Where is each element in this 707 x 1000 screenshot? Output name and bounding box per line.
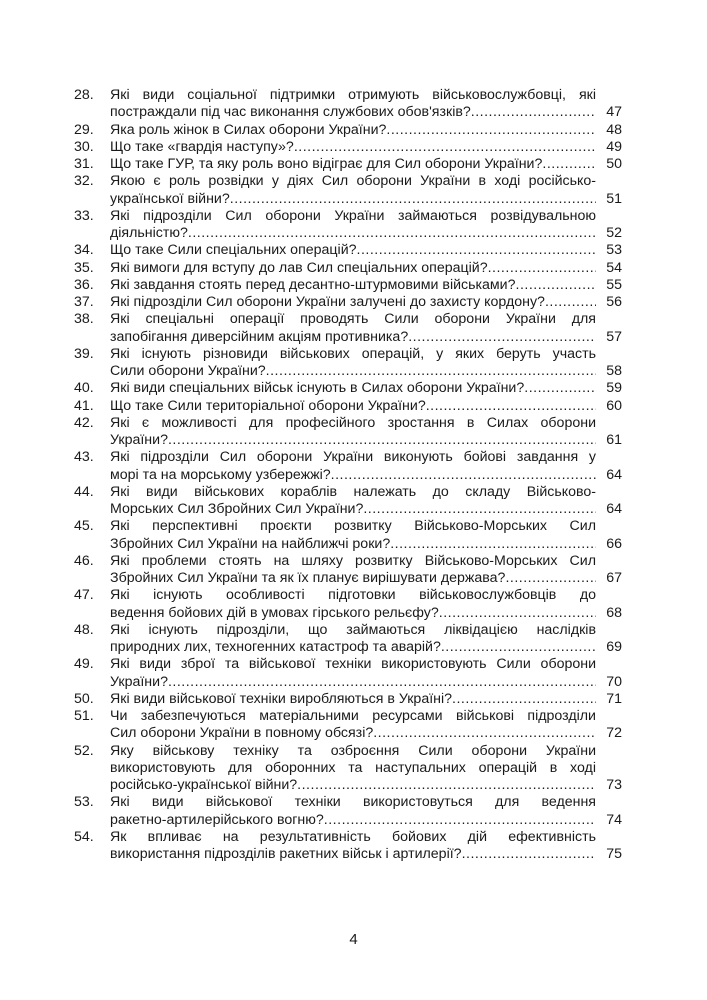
toc-entry-title bbox=[110, 260, 596, 277]
dot-leader bbox=[441, 639, 596, 656]
toc-entry[interactable] bbox=[74, 277, 624, 294]
toc-entry-page: 64 bbox=[606, 501, 622, 517]
toc-entry[interactable] bbox=[74, 139, 624, 156]
toc-entry-title bbox=[110, 277, 596, 294]
dot-leader bbox=[188, 225, 596, 242]
toc-entry-page: 47 bbox=[606, 104, 622, 121]
toc-entry-line bbox=[110, 536, 596, 553]
toc-entry-number: 43. bbox=[74, 449, 94, 466]
toc-entry-page: 71 bbox=[606, 690, 622, 707]
toc-entry-title bbox=[110, 708, 596, 743]
toc-entry-line-text: Збройних Сил України на найближчі роки? bbox=[110, 535, 391, 552]
toc-entry-line-text: морі та на морському узбережжі? bbox=[110, 466, 331, 483]
toc-entry-line bbox=[110, 432, 596, 449]
dot-leader bbox=[524, 380, 596, 397]
dot-leader bbox=[426, 398, 596, 415]
dot-leader bbox=[516, 277, 597, 294]
toc-entry-line-text: української війни? bbox=[110, 190, 230, 207]
table-of-contents bbox=[74, 87, 624, 863]
toc-entry-number: 37. bbox=[74, 294, 94, 310]
toc-entry-number: 54. bbox=[74, 828, 94, 845]
toc-entry-page: 53 bbox=[606, 242, 622, 259]
toc-entry-title bbox=[110, 139, 596, 156]
dot-leader bbox=[488, 260, 596, 277]
dot-leader bbox=[452, 691, 596, 708]
toc-entry-line bbox=[110, 277, 596, 294]
toc-entry-title bbox=[110, 156, 596, 173]
toc-entry-title bbox=[110, 622, 596, 657]
toc-entry-line: Які існують особливості підготовки військовослужбовців до bbox=[110, 587, 596, 604]
toc-entry[interactable] bbox=[74, 587, 624, 622]
toc-entry-line bbox=[110, 605, 596, 622]
toc-entry-line-text: Які вимоги для вступу до лав Сил спеціальних операцій? bbox=[110, 259, 488, 276]
toc-entry-line: Які види військової техніки використовуться для ведення bbox=[110, 794, 596, 811]
toc-entry-line-text: Яка роль жінок в Силах оборони України? bbox=[110, 121, 387, 138]
toc-entry-page: 54 bbox=[606, 259, 622, 276]
dot-leader bbox=[462, 846, 596, 863]
toc-entry-title bbox=[110, 484, 596, 519]
toc-entry-line bbox=[110, 225, 596, 242]
toc-entry-line bbox=[110, 363, 596, 380]
toc-entry-line bbox=[110, 674, 596, 691]
toc-entry-title bbox=[110, 691, 596, 708]
toc-entry-line-text: Що таке ГУР, та яку роль воно відіграє для Сил оборони України? bbox=[110, 156, 543, 172]
toc-entry-title bbox=[110, 398, 596, 415]
toc-entry-title bbox=[110, 122, 596, 139]
toc-entry[interactable] bbox=[74, 122, 624, 139]
toc-entry-line-text: Морських Сил Збройних Сил України? bbox=[110, 501, 364, 517]
toc-entry-page: 64 bbox=[606, 466, 622, 483]
toc-entry-page: 66 bbox=[606, 535, 622, 552]
toc-entry-page: 75 bbox=[606, 846, 622, 862]
toc-entry[interactable] bbox=[74, 794, 624, 829]
toc-entry-page: 68 bbox=[606, 604, 622, 621]
toc-entry-number: 29. bbox=[74, 121, 94, 138]
dot-leader bbox=[363, 501, 596, 518]
toc-entry-title bbox=[110, 173, 596, 208]
toc-entry-line bbox=[110, 812, 596, 829]
dot-leader bbox=[545, 294, 596, 311]
toc-entry-line-text: України? bbox=[110, 432, 168, 448]
dot-leader bbox=[439, 605, 596, 622]
toc-entry-number: 42. bbox=[74, 414, 94, 431]
toc-entry-page: 57 bbox=[606, 328, 622, 345]
toc-entry-page: 59 bbox=[606, 380, 622, 397]
dot-leader bbox=[168, 674, 596, 691]
dot-leader bbox=[331, 467, 596, 484]
dot-leader bbox=[297, 777, 596, 794]
toc-entry-title bbox=[110, 587, 596, 622]
toc-entry-number: 36. bbox=[74, 276, 94, 293]
toc-entry-page: 72 bbox=[606, 725, 622, 742]
toc-entry-page: 58 bbox=[606, 363, 622, 379]
toc-entry-number: 35. bbox=[74, 259, 94, 276]
dot-leader bbox=[168, 432, 596, 449]
toc-entry-line-text: постраждали під час виконання службових обов'язків? bbox=[110, 104, 471, 121]
toc-entry-title bbox=[110, 87, 596, 122]
toc-entry-line-text: діяльністю? bbox=[110, 225, 188, 241]
toc-entry-page: 73 bbox=[606, 777, 622, 793]
toc-entry-page: 70 bbox=[606, 673, 622, 690]
toc-entry-line bbox=[110, 104, 596, 121]
toc-entry[interactable] bbox=[74, 346, 624, 381]
toc-entry-line bbox=[110, 139, 596, 156]
toc-entry-number: 28. bbox=[74, 87, 94, 103]
toc-entry-number: 33. bbox=[74, 207, 94, 224]
toc-entry-number: 50. bbox=[74, 690, 94, 707]
toc-entry-line-text: України? bbox=[110, 673, 168, 690]
toc-entry-number: 41. bbox=[74, 397, 94, 414]
toc-entry-line bbox=[110, 329, 596, 346]
toc-entry[interactable] bbox=[74, 829, 624, 864]
toc-entry-number: 40. bbox=[74, 380, 94, 397]
toc-entry-title bbox=[110, 294, 596, 311]
toc-entry-number: 47. bbox=[74, 587, 94, 604]
toc-entry-line bbox=[110, 846, 596, 863]
dot-leader bbox=[471, 104, 596, 121]
dot-leader bbox=[294, 139, 596, 156]
dot-leader bbox=[266, 363, 596, 380]
toc-entry-line: Які проблеми стоять на шляху розвитку Військово-Морських Сил bbox=[110, 552, 596, 569]
toc-entry-title bbox=[110, 829, 596, 864]
toc-entry-title bbox=[110, 415, 596, 450]
toc-entry-line-text: ракетно-артилерійського вогню? bbox=[110, 811, 324, 828]
toc-entry-number: 53. bbox=[74, 794, 94, 811]
toc-entry[interactable] bbox=[74, 156, 624, 173]
toc-entry-line-text: Сили оборони України? bbox=[110, 363, 266, 379]
toc-entry-title bbox=[110, 242, 596, 259]
toc-entry-page: 69 bbox=[606, 639, 622, 655]
toc-entry[interactable] bbox=[74, 311, 624, 346]
toc-entry-line bbox=[110, 691, 596, 708]
toc-entry-line bbox=[110, 501, 596, 518]
toc-entry-number: 52. bbox=[74, 742, 94, 759]
toc-entry-number: 30. bbox=[74, 138, 94, 155]
toc-entry-page: 55 bbox=[606, 276, 622, 293]
toc-entry-page: 60 bbox=[606, 397, 622, 414]
toc-entry[interactable] bbox=[74, 260, 624, 277]
toc-entry[interactable] bbox=[74, 398, 624, 415]
toc-entry-line-text: Що таке Сили спеціальних операцій? bbox=[110, 242, 357, 259]
toc-entry-number: 46. bbox=[74, 552, 94, 569]
toc-entry-line: використовують для оборонних та наступальних операцій в ході bbox=[110, 759, 596, 776]
toc-entry-line bbox=[110, 398, 596, 415]
toc-entry-number: 32. bbox=[74, 173, 94, 190]
toc-entry-line bbox=[110, 260, 596, 277]
toc-entry-page: 61 bbox=[606, 432, 622, 448]
toc-entry-page: 48 bbox=[606, 121, 622, 138]
dot-leader bbox=[357, 242, 596, 259]
toc-entry-line: Які перспективні проєкти розвитку Військово-Морських Сил bbox=[110, 518, 596, 535]
toc-entry-number: 39. bbox=[74, 345, 94, 362]
toc-entry[interactable] bbox=[74, 208, 624, 243]
toc-entry-line-text: Які підрозділи Сил оборони України залучені до захисту кордону? bbox=[110, 294, 545, 310]
toc-entry-number: 31. bbox=[74, 156, 94, 172]
toc-entry-line-text: Які види спеціальних військ існують в Силах оборони України? bbox=[110, 380, 525, 397]
toc-entry-line bbox=[110, 467, 596, 484]
dot-leader bbox=[386, 122, 596, 139]
toc-entry[interactable] bbox=[74, 484, 624, 519]
toc-entry[interactable] bbox=[74, 708, 624, 743]
toc-entry-line bbox=[110, 570, 596, 587]
toc-entry-page: 49 bbox=[606, 138, 622, 155]
toc-entry-line-text: ведення бойових дій в умовах гірського рельєфу? bbox=[110, 604, 439, 621]
toc-entry-line: Чи забезпечуються матеріальними ресурсами військові підрозділи bbox=[110, 708, 596, 724]
toc-entry-line: Які існують підрозділи, що займаються ліквідацією наслідків bbox=[110, 621, 596, 638]
toc-entry-number: 45. bbox=[74, 518, 94, 535]
toc-entry-number: 48. bbox=[74, 621, 94, 638]
dot-leader bbox=[390, 536, 596, 553]
toc-entry-line: Які підрозділи Сил оборони України виконують бойові завдання у bbox=[110, 449, 596, 466]
toc-entry[interactable] bbox=[74, 743, 624, 795]
toc-entry[interactable] bbox=[74, 518, 624, 553]
toc-entry-line bbox=[110, 777, 596, 794]
dot-leader bbox=[373, 725, 596, 742]
dot-leader bbox=[230, 191, 596, 208]
toc-entry-line: Які є можливості для професійного зростання в Силах оборони bbox=[110, 414, 596, 431]
toc-entry-line: Які спеціальні операції проводять Сили оборони України для bbox=[110, 311, 596, 328]
toc-entry-title bbox=[110, 208, 596, 243]
toc-entry-line-text: російсько-української війни? bbox=[110, 777, 298, 793]
toc-entry-line-text: Що таке «гвардія наступу»? bbox=[110, 138, 294, 155]
toc-entry-number: 51. bbox=[74, 708, 94, 724]
toc-entry[interactable] bbox=[74, 691, 624, 708]
toc-entry-line bbox=[110, 725, 596, 742]
toc-entry-number: 38. bbox=[74, 311, 94, 328]
toc-entry-line-text: Що таке Сили територіальної оборони України? bbox=[110, 397, 426, 414]
toc-entry-line: Які види зброї та військової техніки використовують Сили оборони bbox=[110, 656, 596, 673]
toc-entry-title bbox=[110, 553, 596, 588]
toc-entry-number: 49. bbox=[74, 656, 94, 673]
toc-entry[interactable] bbox=[74, 415, 624, 450]
toc-entry-line bbox=[110, 191, 596, 208]
toc-entry[interactable] bbox=[74, 87, 624, 122]
toc-entry-page: 74 bbox=[606, 811, 622, 828]
toc-entry-line-text: запобігання диверсійним акціям противника? bbox=[110, 328, 409, 345]
toc-entry[interactable] bbox=[74, 380, 624, 397]
toc-entry-title bbox=[110, 311, 596, 346]
toc-entry-line: Які види військових кораблів належать до складу Військово- bbox=[110, 483, 596, 500]
toc-entry-number: 44. bbox=[74, 483, 94, 500]
toc-entry[interactable] bbox=[74, 173, 624, 208]
toc-entry[interactable] bbox=[74, 449, 624, 484]
toc-entry-page: 52 bbox=[606, 225, 622, 241]
toc-entry-title bbox=[110, 449, 596, 484]
toc-entry-title bbox=[110, 656, 596, 691]
toc-entry-line-text: Сил оборони України в повному обсязі? bbox=[110, 725, 374, 742]
toc-entry-line-text: Які завдання стоять перед десантно-штурмовими військами? bbox=[110, 276, 516, 293]
toc-entry-line bbox=[110, 156, 596, 173]
page-number: 4 bbox=[349, 931, 358, 948]
toc-entry-line: Якою є роль розвідки у діях Сил оборони України в ході російсько- bbox=[110, 173, 596, 190]
toc-entry-line bbox=[110, 242, 596, 259]
toc-entry-title bbox=[110, 794, 596, 829]
toc-entry[interactable] bbox=[74, 656, 624, 691]
toc-entry-line bbox=[110, 122, 596, 139]
toc-entry-line bbox=[110, 380, 596, 397]
toc-entry-title bbox=[110, 346, 596, 381]
toc-entry-title bbox=[110, 743, 596, 795]
toc-entry-line: Яку військову техніку та озброєння Сили оборони України bbox=[110, 742, 596, 759]
dot-leader bbox=[324, 812, 596, 829]
dot-leader bbox=[408, 329, 596, 346]
toc-entry-line-text: природних лих, техногенних катастроф та аварій? bbox=[110, 639, 441, 655]
toc-entry-line-text: Збройних Сил України та як їх планує вирішувати держава? bbox=[110, 570, 506, 586]
toc-entry-line: Як впливає на результативність бойових дій ефективність bbox=[110, 828, 596, 845]
toc-entry-number: 34. bbox=[74, 242, 94, 259]
toc-entry-title bbox=[110, 380, 596, 397]
toc-entry-line bbox=[110, 639, 596, 656]
toc-entry-line-text: використання підрозділів ракетних військ і артилерії? bbox=[110, 846, 462, 862]
toc-entry-line-text: Які види військової техніки виробляються в Україні? bbox=[110, 690, 453, 707]
toc-entry[interactable] bbox=[74, 553, 624, 588]
toc-entry[interactable] bbox=[74, 622, 624, 657]
toc-entry-line: Які підрозділи Сил оборони України займаються розвідувальною bbox=[110, 207, 596, 224]
toc-entry-page: 50 bbox=[606, 156, 622, 172]
toc-entry-page: 67 bbox=[606, 570, 622, 586]
toc-entry-title bbox=[110, 518, 596, 553]
dot-leader bbox=[505, 570, 596, 587]
toc-entry-page: 56 bbox=[606, 294, 622, 310]
toc-entry-line bbox=[110, 294, 596, 311]
dot-leader bbox=[542, 156, 596, 173]
toc-entry[interactable] bbox=[74, 242, 624, 259]
toc-entry-page: 51 bbox=[606, 190, 622, 207]
toc-entry-line: Які види соціальної підтримки отримують військовослужбовці, які bbox=[110, 87, 596, 103]
toc-entry[interactable] bbox=[74, 294, 624, 311]
toc-entry-line: Які існують різновиди військових операцій, у яких беруть участь bbox=[110, 345, 596, 362]
